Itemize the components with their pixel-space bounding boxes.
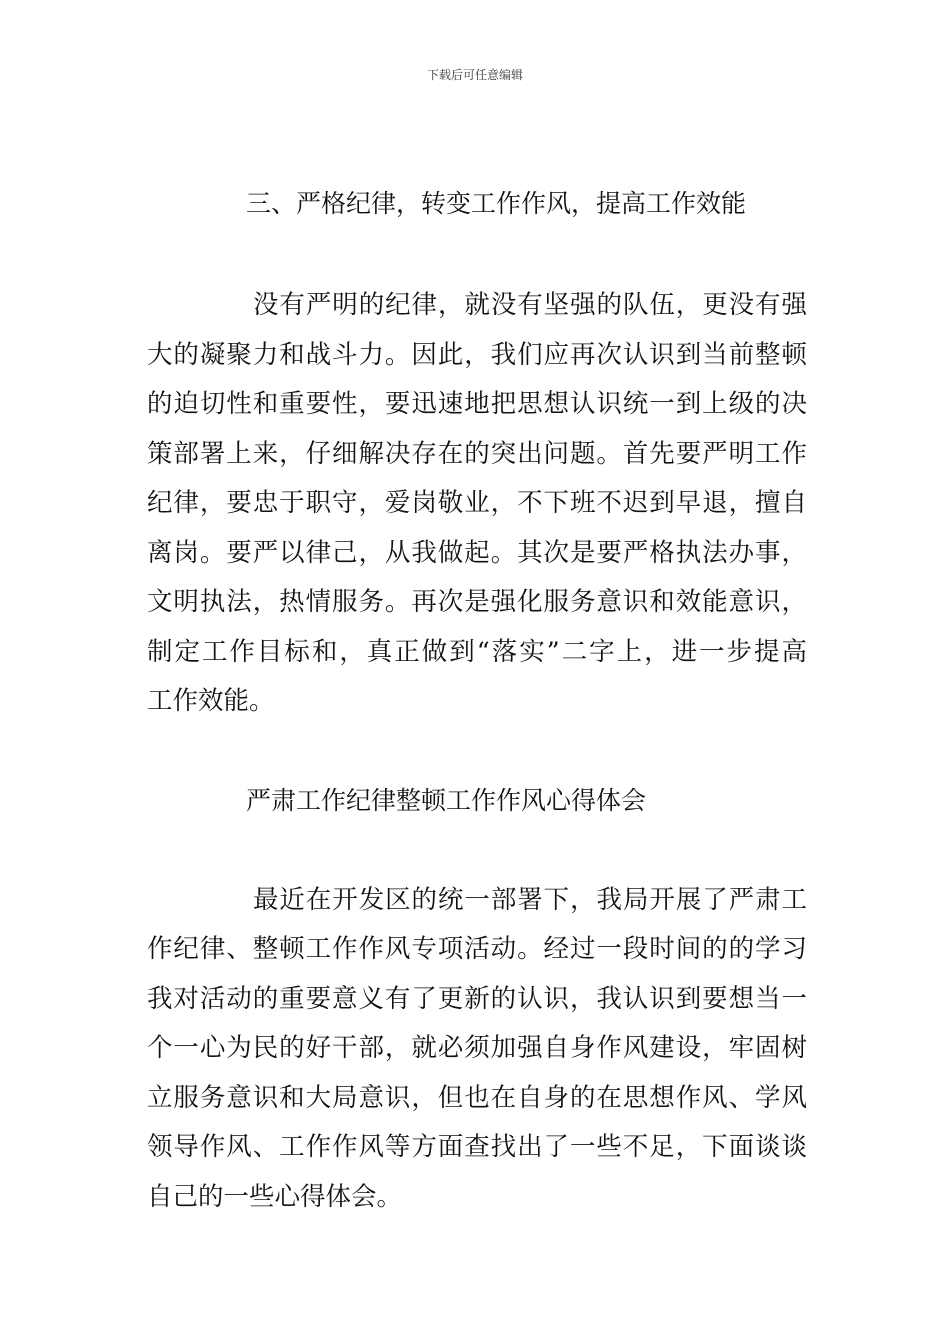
- paragraph-line: 自己的一些心得体会。: [147, 1182, 403, 1212]
- paragraph-line: 我对活动的重要意义有了更新的认识，我认识到要想当一: [147, 984, 807, 1014]
- paragraph-line: 制定工作目标和，真正做到“落实”二字上，进一步提高: [147, 637, 807, 667]
- paragraph-line: 的迫切性和重要性，要迅速地把思想认识统一到上级的决: [147, 389, 807, 419]
- section-heading: 三、严格纪律，转变工作作风，提高工作效能: [246, 189, 747, 218]
- paragraph-line: 领导作风、工作作风等方面查找出了一些不足，下面谈谈: [147, 1132, 807, 1162]
- paragraph-line: 没有严明的纪律，就没有坚强的队伍，更没有强: [253, 290, 807, 320]
- paragraph-line: 策部署上来，仔细解决存在的突出问题。首先要严明工作: [147, 439, 807, 469]
- paragraph-line: 离岗。要严以律己，从我做起。其次是要严格执法办事，: [147, 538, 807, 568]
- paragraph-line: 最近在开发区的统一部署下，我局开展了严肃工: [253, 885, 807, 915]
- paragraph-line: 大的凝聚力和战斗力。因此，我们应再次认识到当前整顿: [147, 340, 807, 370]
- paragraph-line: 纪律，要忠于职守，爱岗敬业，不下班不迟到早退，擅自: [147, 488, 807, 518]
- paragraph-line: 文明执法，热情服务。再次是强化服务意识和效能意识，: [147, 587, 807, 617]
- paragraph-line: 工作效能。: [147, 686, 275, 716]
- paragraph-line: 立服务意识和大局意识，但也在自身的在思想作风、学风: [147, 1083, 807, 1113]
- paragraph-line: 个一心为民的好干部，就必须加强自身作风建设，牢固树: [147, 1033, 807, 1063]
- paragraph-line: 作纪律、整顿工作作风专项活动。经过一段时间的的学习: [147, 934, 807, 964]
- article-title: 严肃工作纪律整顿工作作风心得体会: [246, 786, 647, 815]
- header-note: 下载后可任意编辑: [426, 68, 523, 82]
